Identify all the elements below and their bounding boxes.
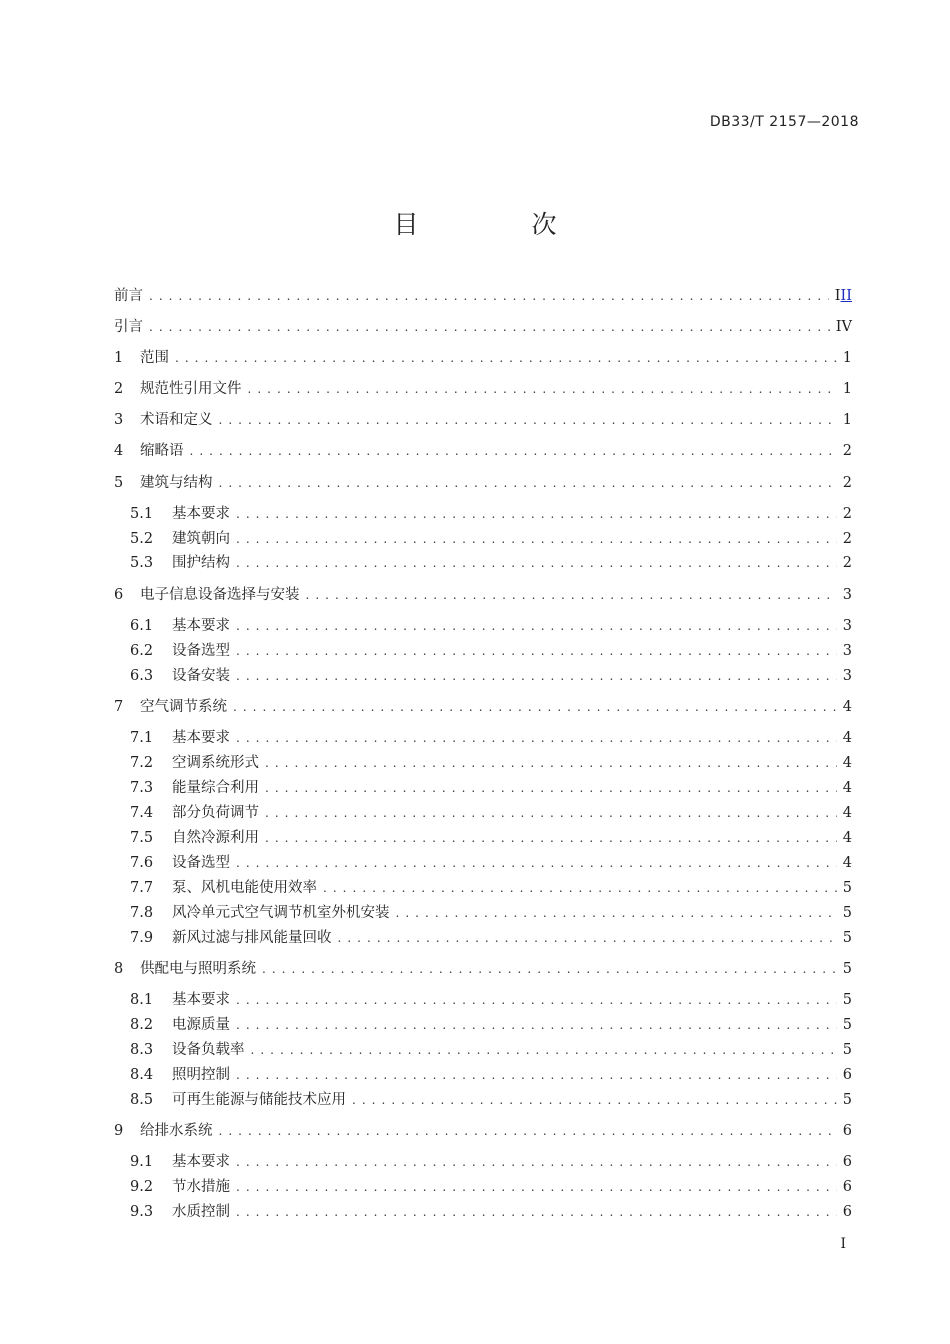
toc-entry[interactable] <box>114 285 852 307</box>
toc-entry-number: 8.2 <box>130 1017 154 1033</box>
dot-leader <box>251 1039 837 1061</box>
toc-entry-label: 照明控制 <box>172 1067 230 1083</box>
toc-entry-label: 风冷单元式空气调节机室外机安装 <box>172 905 390 921</box>
dot-leader <box>265 752 837 774</box>
toc-entry-page: 5 <box>842 1042 852 1058</box>
toc-entry[interactable] <box>114 440 852 462</box>
toc-entry-number: 5.1 <box>130 506 154 522</box>
toc-entry-number: 5 <box>114 475 124 491</box>
toc-entry-page: 2 <box>842 555 852 571</box>
toc-entry-label: 泵、风机电能使用效率 <box>172 880 317 896</box>
toc-entry-label: 供配电与照明系统 <box>140 961 256 977</box>
dot-leader <box>149 285 829 307</box>
dot-leader <box>236 1201 837 1223</box>
toc-entry-page: 5 <box>842 880 852 896</box>
toc-entry-number: 7.3 <box>130 780 154 796</box>
toc-entry[interactable] <box>130 727 852 749</box>
toc-entry-number: 9.2 <box>130 1179 154 1195</box>
toc-entry-label: 术语和定义 <box>140 412 213 428</box>
toc-entry[interactable] <box>130 877 852 899</box>
toc-entry-page: 6 <box>842 1179 852 1195</box>
toc-entry-number: 7.1 <box>130 730 154 746</box>
dot-leader <box>236 727 837 749</box>
dot-leader <box>236 1064 837 1086</box>
toc-entry-number: 6 <box>114 587 124 603</box>
toc-entry[interactable] <box>114 409 852 431</box>
toc-entry-number: 6.3 <box>130 668 154 684</box>
toc-entry-page: 5 <box>842 930 852 946</box>
toc-entry-label: 围护结构 <box>172 555 230 571</box>
toc-entry-page: IV <box>835 319 852 335</box>
toc-entry-label: 可再生能源与储能技术应用 <box>172 1092 346 1108</box>
toc-entry-label: 电子信息设备选择与安装 <box>140 587 300 603</box>
dot-leader <box>219 409 837 431</box>
toc-entry-page: 1 <box>842 412 852 428</box>
toc-entry-number: 9.3 <box>130 1204 154 1220</box>
toc-entry-page: 3 <box>842 587 852 603</box>
toc-entry-number: 2 <box>114 381 124 397</box>
toc-entry-label: 设备选型 <box>172 855 230 871</box>
toc-entry-number: 7.2 <box>130 755 154 771</box>
page-number: I <box>840 1236 846 1252</box>
toc-entry-label: 空调系统形式 <box>172 755 259 771</box>
toc-entry[interactable] <box>130 552 852 574</box>
standard-code: DB33/T 2157—2018 <box>709 114 859 130</box>
toc-entry-label: 引言 <box>114 319 143 335</box>
toc-entry[interactable] <box>130 503 852 525</box>
toc-entry[interactable] <box>130 640 852 662</box>
dot-leader <box>306 584 837 606</box>
toc-entry-page: 4 <box>842 855 852 871</box>
toc-entry[interactable] <box>130 665 852 687</box>
toc-entry[interactable] <box>114 958 852 980</box>
toc-entry[interactable] <box>114 584 852 606</box>
toc-entry-page: III <box>834 288 852 304</box>
dot-leader <box>236 989 837 1011</box>
toc-entry-number: 5.3 <box>130 555 154 571</box>
dot-leader <box>265 827 837 849</box>
toc-entry-label: 能量综合利用 <box>172 780 259 796</box>
toc-entry-page: 1 <box>842 350 852 366</box>
dot-leader <box>262 958 837 980</box>
toc-entry[interactable] <box>130 1176 852 1198</box>
toc-entry-number: 1 <box>114 350 124 366</box>
toc-entry-label: 空气调节系统 <box>140 699 227 715</box>
toc-entry-label: 给排水系统 <box>140 1123 213 1139</box>
toc-entry-number: 8 <box>114 961 124 977</box>
toc-entry[interactable] <box>130 1089 852 1111</box>
toc-entry-label: 基本要求 <box>172 730 230 746</box>
toc-entry-number: 6.2 <box>130 643 154 659</box>
toc-entry-label: 基本要求 <box>172 992 230 1008</box>
toc-entry-label: 水质控制 <box>172 1204 230 1220</box>
toc-entry[interactable] <box>130 1201 852 1223</box>
toc-entry-label: 建筑朝向 <box>172 531 230 547</box>
toc-entry[interactable] <box>130 1151 852 1173</box>
toc-entry-number: 7.5 <box>130 830 154 846</box>
toc-entry-label: 自然冷源利用 <box>172 830 259 846</box>
toc-entry-page: 2 <box>842 443 852 459</box>
dot-leader <box>236 528 837 550</box>
dot-leader <box>236 852 837 874</box>
dot-leader <box>352 1089 837 1111</box>
dot-leader <box>248 378 837 400</box>
dot-leader <box>323 877 837 899</box>
toc-entry-number: 9 <box>114 1123 124 1139</box>
toc-entry-page: 3 <box>842 643 852 659</box>
toc-entry-number: 7.7 <box>130 880 154 896</box>
toc-entry-page: 2 <box>842 475 852 491</box>
dot-leader <box>175 347 837 369</box>
dot-leader <box>236 665 837 687</box>
toc-entry-label: 基本要求 <box>172 1154 230 1170</box>
toc-entry-label: 节水措施 <box>172 1179 230 1195</box>
toc-entry[interactable] <box>130 802 852 824</box>
dot-leader <box>236 1176 837 1198</box>
toc-entry-number: 8.1 <box>130 992 154 1008</box>
toc-entry-page: 4 <box>842 830 852 846</box>
toc-entry[interactable] <box>114 378 852 400</box>
toc-entry-page: 4 <box>842 730 852 746</box>
dot-leader <box>219 472 837 494</box>
toc-entry-number: 3 <box>114 412 124 428</box>
toc-entry-page: 5 <box>842 1092 852 1108</box>
toc-entry-page: 4 <box>842 780 852 796</box>
toc-entry-page: 6 <box>842 1067 852 1083</box>
toc-entry-label: 缩略语 <box>140 443 184 459</box>
toc-entry-label: 设备负载率 <box>172 1042 245 1058</box>
toc-entry-page: 4 <box>842 805 852 821</box>
toc-entry-number: 6.1 <box>130 618 154 634</box>
dot-leader <box>233 696 837 718</box>
toc-entry-page: 5 <box>842 992 852 1008</box>
toc-entry-page: 4 <box>842 699 852 715</box>
toc-entry-page: 3 <box>842 618 852 634</box>
toc-entry-number: 8.3 <box>130 1042 154 1058</box>
toc-entry-number: 8.5 <box>130 1092 154 1108</box>
dot-leader <box>219 1120 837 1142</box>
toc-entry-label: 规范性引用文件 <box>140 381 242 397</box>
toc-entry-page: 5 <box>842 1017 852 1033</box>
toc-entry[interactable] <box>130 827 852 849</box>
toc-entry-number: 8.4 <box>130 1067 154 1083</box>
toc-entry-number: 7.8 <box>130 905 154 921</box>
toc-entry-label: 电源质量 <box>172 1017 230 1033</box>
toc-entry-label: 基本要求 <box>172 506 230 522</box>
toc-entry-page: 6 <box>842 1204 852 1220</box>
dot-leader <box>265 802 837 824</box>
toc-entry[interactable] <box>130 615 852 637</box>
toc-entry-label: 新风过滤与排风能量回收 <box>172 930 332 946</box>
dot-leader <box>236 640 837 662</box>
dot-leader <box>236 552 837 574</box>
toc-entry[interactable] <box>114 316 852 338</box>
toc-entry-page: 6 <box>842 1154 852 1170</box>
toc-entry-number: 9.1 <box>130 1154 154 1170</box>
page-title: 目 次 <box>393 210 601 239</box>
toc-entry[interactable] <box>114 347 852 369</box>
dot-leader <box>236 615 837 637</box>
toc-entry-number: 7.9 <box>130 930 154 946</box>
toc-entry[interactable] <box>130 927 852 949</box>
toc-entry-label: 基本要求 <box>172 618 230 634</box>
toc-entry[interactable] <box>130 1064 852 1086</box>
toc-entry-page: 1 <box>842 381 852 397</box>
dot-leader <box>236 503 837 525</box>
toc-entry-page: 6 <box>842 1123 852 1139</box>
toc-entry-number: 7.6 <box>130 855 154 871</box>
toc-entry-label: 设备选型 <box>172 643 230 659</box>
toc-entry[interactable] <box>130 528 852 550</box>
dot-leader <box>190 440 837 462</box>
dot-leader <box>396 902 837 924</box>
toc-entry-page: 2 <box>842 506 852 522</box>
dot-leader <box>236 1014 837 1036</box>
toc-entry[interactable] <box>130 1014 852 1036</box>
toc-entry[interactable] <box>130 777 852 799</box>
toc-entry-page: 4 <box>842 755 852 771</box>
toc-entry[interactable] <box>130 852 852 874</box>
toc-entry-page: 3 <box>842 668 852 684</box>
toc-entry-page: 2 <box>842 531 852 547</box>
dot-leader <box>338 927 837 949</box>
page-link[interactable]: II <box>840 288 852 304</box>
toc-entry-number: 4 <box>114 443 124 459</box>
toc-entry-number: 5.2 <box>130 531 154 547</box>
toc-entry-label: 部分负荷调节 <box>172 805 259 821</box>
toc-entry[interactable] <box>130 902 852 924</box>
toc-entry-number: 7.4 <box>130 805 154 821</box>
toc-entry-label: 前言 <box>114 288 143 304</box>
toc-entry-page: 5 <box>842 961 852 977</box>
toc-entry-label: 建筑与结构 <box>140 475 213 491</box>
toc-entry-label: 范围 <box>140 350 169 366</box>
toc-entry-number: 7 <box>114 699 124 715</box>
toc-entry[interactable] <box>114 1120 852 1142</box>
toc-entry[interactable] <box>130 1039 852 1061</box>
toc-entry-label: 设备安装 <box>172 668 230 684</box>
toc-entry[interactable] <box>130 752 852 774</box>
dot-leader <box>149 316 830 338</box>
toc-entry[interactable] <box>130 989 852 1011</box>
toc-entry[interactable] <box>114 472 852 494</box>
dot-leader <box>236 1151 837 1173</box>
toc-entry[interactable] <box>114 696 852 718</box>
dot-leader <box>265 777 837 799</box>
toc-entry-page: 5 <box>842 905 852 921</box>
